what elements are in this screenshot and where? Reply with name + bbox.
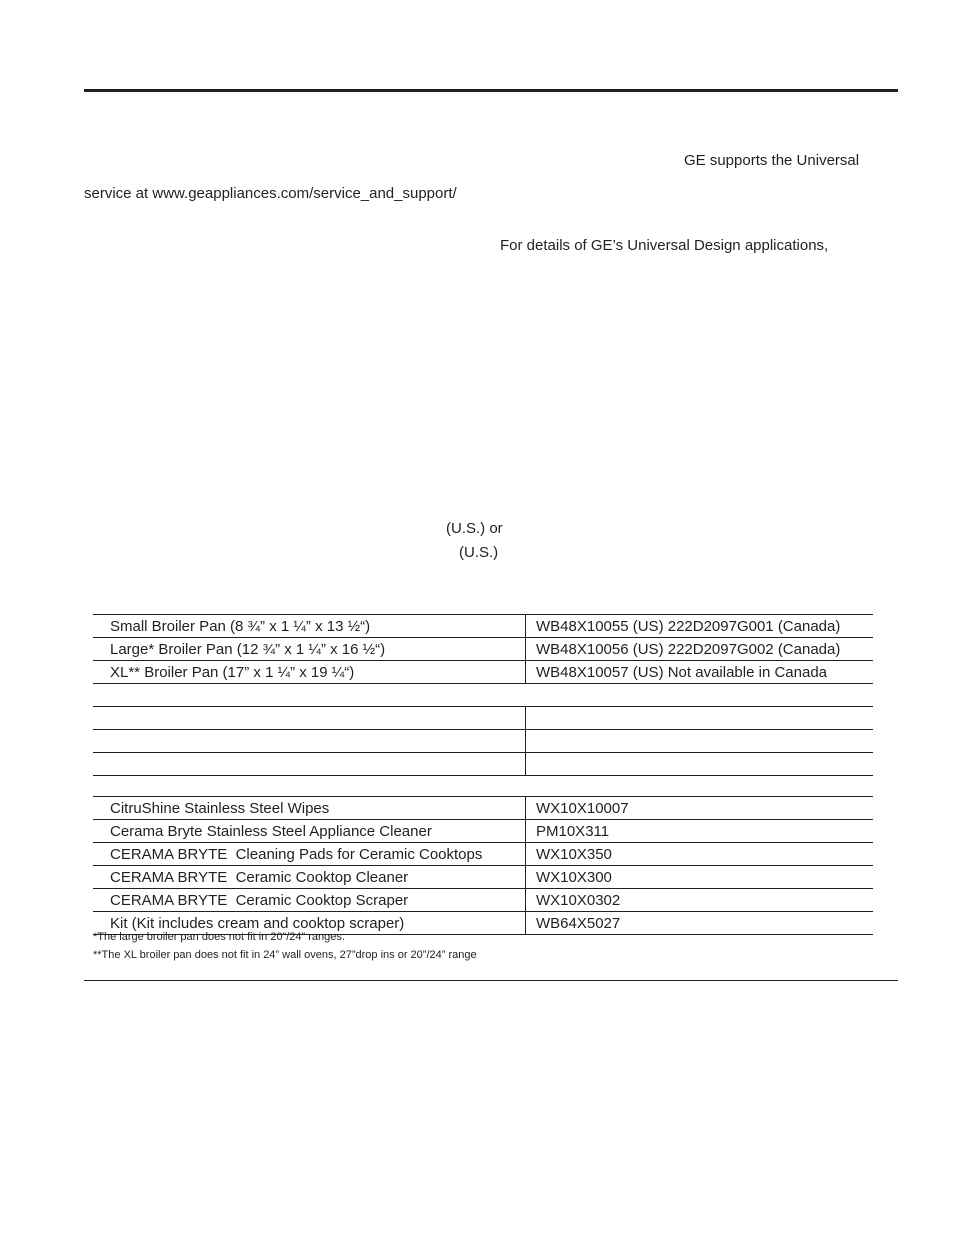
table-row: [93, 730, 873, 753]
part-number-cell: WX10X10007: [526, 797, 874, 820]
intro-line-2: service at www.geappliances.com/service_and_support/: [84, 185, 457, 202]
table-row: [93, 889, 873, 912]
part-number-cell: [526, 730, 874, 753]
item-cell: [93, 707, 526, 730]
bottom-rule: [84, 980, 898, 981]
footnote-large-pan: *The large broiler pan does not fit in 20”/24” ranges.: [93, 931, 345, 943]
item-cell: [93, 730, 526, 753]
table-row: [93, 753, 873, 776]
part-number-cell: WB48X10055 (US) 222D2097G001 (Canada): [526, 615, 874, 638]
top-rule: [84, 89, 898, 92]
part-number-cell: WX10X300: [526, 866, 874, 889]
part-number-cell: WX10X0302: [526, 889, 874, 912]
table-row: [93, 707, 873, 730]
item-cell: Small Broiler Pan (8 ¾” x 1 ¼” x 13 ½“): [93, 615, 526, 638]
part-number-cell: WB48X10057 (US) Not available in Canada: [526, 661, 874, 684]
item-cell: CitruShine Stainless Steel Wipes: [93, 797, 526, 820]
contact-line-1: (U.S.) or: [446, 520, 503, 537]
table-row: [93, 638, 873, 661]
part-number-cell: [526, 753, 874, 776]
intro-line-3: For details of GE’s Universal Design applications,: [500, 237, 829, 254]
item-cell: CERAMA BRYTE Cleaning Pads for Ceramic Cooktops: [93, 843, 526, 866]
table-row: [93, 820, 873, 843]
empty-parts-table: [93, 706, 873, 776]
intro-line-1: GE supports the Universal: [684, 152, 860, 169]
item-cell: [93, 753, 526, 776]
table-row: [93, 661, 873, 684]
table-row: [93, 615, 873, 638]
part-number-cell: PM10X311: [526, 820, 874, 843]
table-row: [93, 843, 873, 866]
item-cell: Cerama Bryte Stainless Steel Appliance Cleaner: [93, 820, 526, 843]
item-cell: CERAMA BRYTE Ceramic Cooktop Scraper: [93, 889, 526, 912]
table-row: [93, 797, 873, 820]
item-cell: Kit (Kit includes cream and cooktop scraper): [93, 912, 526, 935]
item-cell: XL** Broiler Pan (17” x 1 ¼” x 19 ¼“): [93, 661, 526, 684]
part-number-cell: [526, 707, 874, 730]
item-cell: Large* Broiler Pan (12 ¾” x 1 ¼” x 16 ½“): [93, 638, 526, 661]
item-cell: CERAMA BRYTE Ceramic Cooktop Cleaner: [93, 866, 526, 889]
part-number-cell: WX10X350: [526, 843, 874, 866]
table-row: [93, 866, 873, 889]
part-number-cell: WB48X10056 (US) 222D2097G002 (Canada): [526, 638, 874, 661]
footnote-xl-pan: **The XL broiler pan does not fit in 24” wall ovens, 27”drop ins or 20”/24” range: [93, 949, 477, 961]
cleaner-table: [93, 796, 873, 935]
contact-line-2: (U.S.): [459, 544, 499, 561]
broiler-pan-table: [93, 614, 873, 684]
part-number-cell: WB64X5027: [526, 912, 874, 935]
